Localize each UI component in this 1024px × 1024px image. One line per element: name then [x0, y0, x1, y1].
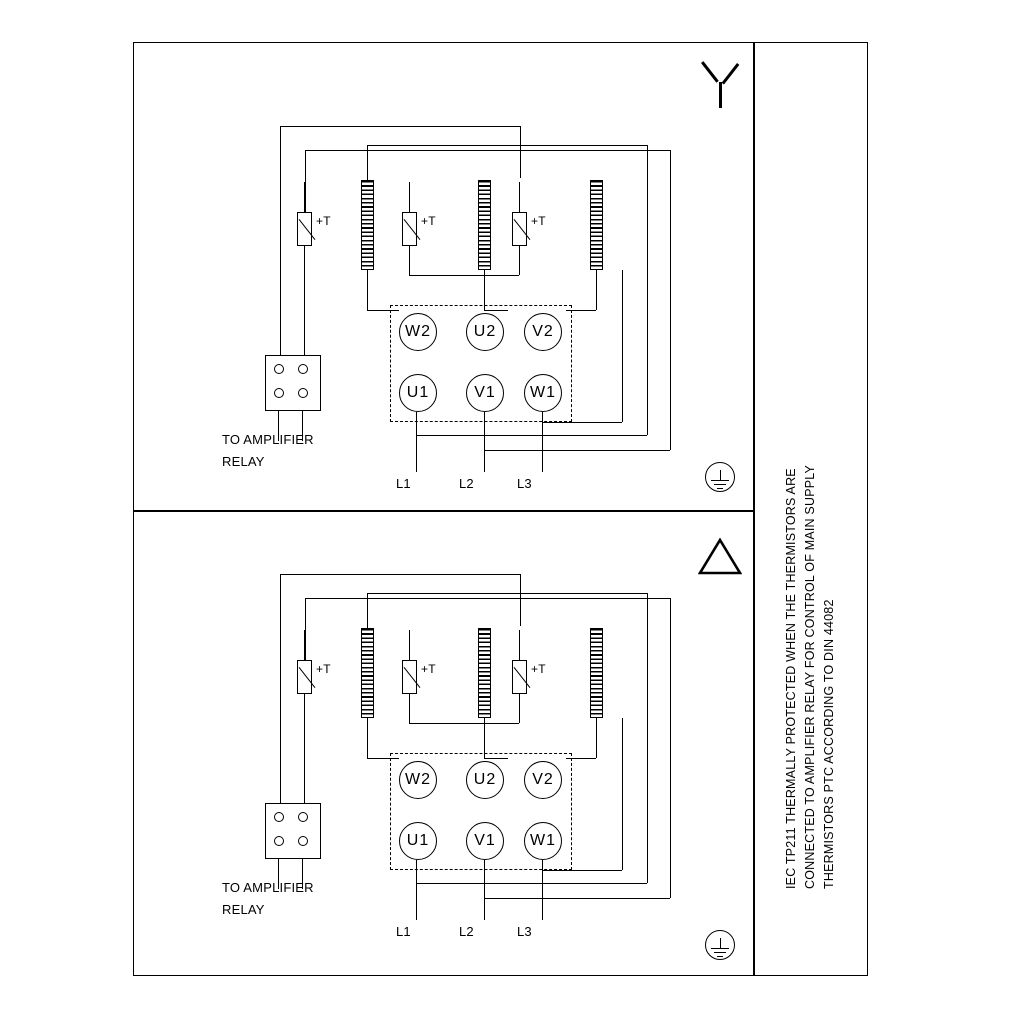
wire — [484, 718, 485, 758]
winding-coil — [590, 628, 603, 718]
thermistor — [512, 212, 527, 246]
connector-pin[interactable] — [298, 836, 308, 846]
wire — [622, 718, 623, 870]
wire — [647, 593, 648, 883]
wire — [519, 182, 520, 213]
wire — [670, 598, 671, 898]
winding-coil — [478, 180, 491, 270]
wire — [647, 145, 648, 435]
wire — [304, 245, 305, 357]
terminal-w1[interactable]: W1 — [524, 822, 562, 860]
wire — [520, 126, 521, 178]
wire — [409, 275, 519, 276]
wire — [305, 150, 670, 151]
terminal-w2[interactable]: W2 — [399, 313, 437, 351]
terminal-v1[interactable]: V1 — [466, 374, 504, 412]
connector-pin[interactable] — [274, 812, 284, 822]
wire — [367, 145, 368, 183]
wire — [519, 630, 520, 661]
wire — [520, 574, 521, 626]
winding-coil — [590, 180, 603, 270]
thermistor-label: +T — [531, 214, 546, 228]
connector-caption-line2: RELAY — [222, 454, 265, 469]
thermistor-label: +T — [316, 662, 331, 676]
connector-pin[interactable] — [298, 812, 308, 822]
wire — [416, 883, 647, 884]
note-line-1: IEC TP211 THERMALLY PROTECTED WHEN THE THERMISTORS ARE — [784, 468, 798, 889]
thermistor — [402, 660, 417, 694]
supply-label-l1: L1 — [396, 476, 411, 491]
wire — [484, 270, 485, 310]
terminal-v2[interactable]: V2 — [524, 313, 562, 351]
thermistor-label: +T — [316, 214, 331, 228]
supply-label-l2: L2 — [459, 924, 474, 939]
supply-label-l1: L1 — [396, 924, 411, 939]
connector-caption-line1: TO AMPLIFIER — [222, 432, 314, 447]
wire — [622, 270, 623, 422]
supply-label-l3: L3 — [517, 476, 532, 491]
connector-pin[interactable] — [298, 388, 308, 398]
wire — [416, 435, 647, 436]
wire — [484, 450, 670, 451]
wire — [542, 412, 543, 472]
star-connection-symbol — [697, 62, 743, 108]
supply-label-l2: L2 — [459, 476, 474, 491]
amplifier-relay-connector[interactable] — [265, 803, 321, 859]
panel-divider — [133, 510, 753, 512]
wire — [409, 182, 410, 213]
terminal-u2[interactable]: U2 — [466, 313, 504, 351]
thermistor — [297, 660, 312, 694]
connector-pin[interactable] — [274, 388, 284, 398]
connector-pin[interactable] — [298, 364, 308, 374]
wire — [484, 412, 485, 472]
wire — [416, 860, 417, 920]
wire — [542, 860, 543, 920]
connector-pin[interactable] — [274, 364, 284, 374]
winding-coil — [361, 628, 374, 718]
wire — [596, 270, 597, 310]
thermistor-label: +T — [531, 662, 546, 676]
supply-label-l3: L3 — [517, 924, 532, 939]
wire — [519, 693, 520, 723]
wire — [280, 126, 281, 221]
wire — [596, 718, 597, 758]
wire — [367, 593, 647, 594]
earth-ground-symbol — [700, 462, 742, 496]
thermistor — [512, 660, 527, 694]
wire — [409, 245, 410, 275]
wire — [305, 150, 306, 220]
wire — [542, 422, 622, 423]
terminal-u2[interactable]: U2 — [466, 761, 504, 799]
delta-connection-symbol — [698, 537, 742, 575]
wire — [280, 669, 281, 805]
thermistor-label: +T — [421, 662, 436, 676]
wire — [542, 870, 622, 871]
connector-caption-line2: RELAY — [222, 902, 265, 917]
terminal-u1[interactable]: U1 — [399, 374, 437, 412]
wire — [304, 182, 305, 213]
connector-pin[interactable] — [274, 836, 284, 846]
wire — [280, 574, 520, 575]
wire — [409, 723, 519, 724]
wire — [280, 221, 281, 357]
terminal-v2[interactable]: V2 — [524, 761, 562, 799]
wire — [367, 593, 368, 631]
wire — [409, 630, 410, 661]
wire — [367, 718, 368, 758]
notes-column-divider — [753, 42, 755, 976]
wire — [305, 598, 306, 668]
thermistor — [297, 212, 312, 246]
thermistor-label: +T — [421, 214, 436, 228]
wire — [304, 693, 305, 805]
terminal-v1[interactable]: V1 — [466, 822, 504, 860]
thermistor — [402, 212, 417, 246]
wire — [670, 150, 671, 450]
wire — [367, 270, 368, 310]
wire — [280, 126, 520, 127]
wire — [519, 245, 520, 275]
note-line-2: CONNECTED TO AMPLIFIER RELAY FOR CONTROL OF MAIN SUPPLY — [803, 464, 817, 889]
terminal-w2[interactable]: W2 — [399, 761, 437, 799]
wire — [416, 412, 417, 472]
wire — [484, 860, 485, 920]
wire — [409, 693, 410, 723]
wire — [367, 145, 647, 146]
earth-ground-symbol — [700, 930, 742, 964]
wire — [484, 898, 670, 899]
connector-caption-line1: TO AMPLIFIER — [222, 880, 314, 895]
terminal-u1[interactable]: U1 — [399, 822, 437, 860]
wire — [304, 630, 305, 661]
wire — [305, 598, 670, 599]
terminal-w1[interactable]: W1 — [524, 374, 562, 412]
winding-coil — [478, 628, 491, 718]
note-line-3: THERMISTORS PTC ACCORDING TO DIN 44082 — [822, 599, 836, 889]
winding-coil — [361, 180, 374, 270]
amplifier-relay-connector[interactable] — [265, 355, 321, 411]
wire — [280, 574, 281, 669]
